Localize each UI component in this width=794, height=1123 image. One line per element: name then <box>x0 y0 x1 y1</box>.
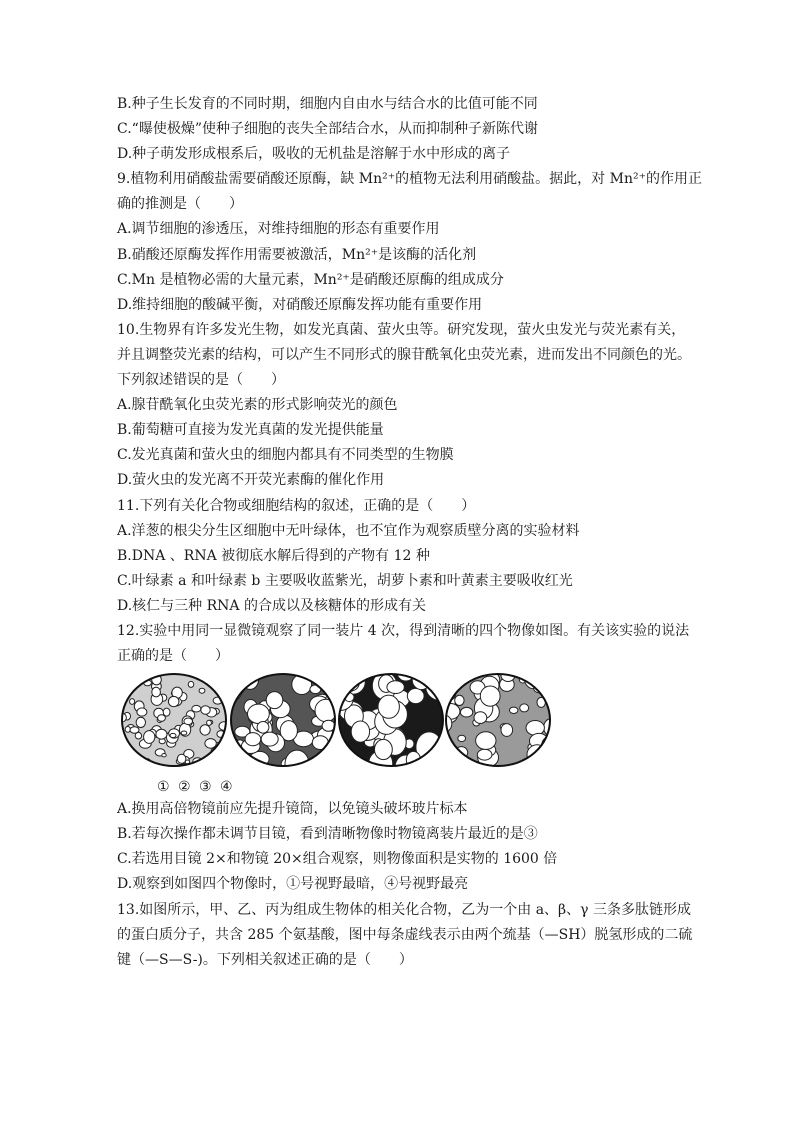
option-line: C.若选用目镜 2×和物镜 20×组合观察，则物像面积是实物的 1600 倍 <box>117 851 558 868</box>
text-line: 12.实验中用同一显微镜观察了同一装片 4 次，得到清晰的四个物像如图。有关该实验的说法 <box>117 622 690 639</box>
question-text-block <box>117 92 702 669</box>
microscope-view-2 <box>229 672 339 772</box>
text-line: D.维持细胞的酸碱平衡，对硝酸还原酶发挥功能有重要作用 <box>117 296 483 313</box>
text-line: D.萤火虫的发光离不开荧光素酶的催化作用 <box>117 472 385 489</box>
text-line: 9.植物利用硝酸盐需要硝酸还原酶，缺 Mn²⁺的植物无法利用硝酸盐。据此，对 Mn²⁺的作用正 <box>117 171 702 188</box>
text-line: A.腺苷酰氧化虫荧光素的形式影响荧光的颜色 <box>117 397 398 414</box>
text-line: C.发光真菌和萤火虫的细胞内都具有不同类型的生物膜 <box>117 447 454 464</box>
microscope-view-4 <box>444 672 554 772</box>
exam-page <box>117 92 702 973</box>
answer-options-block <box>117 797 693 973</box>
text-line: D.核仁与三种 RNA 的合成以及核糖体的形成有关 <box>117 597 426 614</box>
microscope-figure <box>117 672 687 777</box>
option-line: B.若每次操作都未调节目镜，看到清晰物像时物镜离装片最近的是③ <box>117 826 538 843</box>
option-line: D.观察到如图四个物像时，①号视野最暗，④号视野最亮 <box>117 876 469 893</box>
text-line: B.葡萄糖可直接为发光真菌的发光提供能量 <box>117 422 384 439</box>
option-line: 的蛋白质分子，共含 285 个氨基酸，图中每条虚线表示由两个巯基（—SH）脱氢形成的二硫 <box>117 926 693 943</box>
figure-labels: ① ② ③ ④ <box>157 779 235 796</box>
text-line: A.调节细胞的渗透压，对维持细胞的形态有重要作用 <box>117 221 440 238</box>
text-line: 确的推测是（ ） <box>117 196 243 213</box>
text-line: 下列叙述错误的是（ ） <box>117 372 285 389</box>
text-line: B.种子生长发育的不同时期，细胞内自由水与结合水的比值可能不同 <box>117 96 538 112</box>
microscope-view-3 <box>337 672 447 772</box>
option-line: 键（—S—S-)。下列相关叙述正确的是（ ） <box>117 951 413 968</box>
microscope-view-1 <box>120 672 230 772</box>
text-line: 正确的是（ ） <box>117 648 229 665</box>
option-line: A.换用高倍物镜前应先提升镜筒，以免镜头破坏玻片标本 <box>117 801 468 818</box>
text-line: C.Mn 是植物必需的大量元素，Mn²⁺是硝酸还原酶的组成成分 <box>117 271 504 288</box>
text-line: B.硝酸还原酶发挥作用需要被激活，Mn²⁺是该酶的活化剂 <box>117 246 477 263</box>
text-line: B.DNA 、RNA 被彻底水解后得到的产物有 12 种 <box>117 547 430 564</box>
text-line: C.“曝使极燥”使种子细胞的丧失全部结合水，从而抑制种子新陈代谢 <box>117 121 538 138</box>
text-line: C.叶绿素 a 和叶绿素 b 主要吸收蓝紫光，胡萝卜素和叶黄素主要吸收红光 <box>117 572 573 589</box>
text-line: 10.生物界有许多发光生物，如发光真菌、萤火虫等。研究发现，萤火虫发光与荧光素有关， <box>117 321 686 338</box>
option-line: 13.如图所示，甲、乙、丙为组成生物体的相关化合物，乙为一个由 a、β、γ 三条多肽链形成 <box>117 901 691 918</box>
text-line: 11.下列有关化合物或细胞结构的叙述，正确的是（ ） <box>117 497 476 514</box>
text-line: 并且调整荧光素的结构，可以产生不同形式的腺苷酰氧化虫荧光素，进而发出不同颜色的光。 <box>117 346 691 363</box>
text-line: A.洋葱的根尖分生区细胞中无叶绿体，也不宜作为观察质壁分离的实验材料 <box>117 522 580 539</box>
text-line: D.种子萌发形成根系后，吸收的无机盐是溶解于水中形成的离子 <box>117 146 511 163</box>
